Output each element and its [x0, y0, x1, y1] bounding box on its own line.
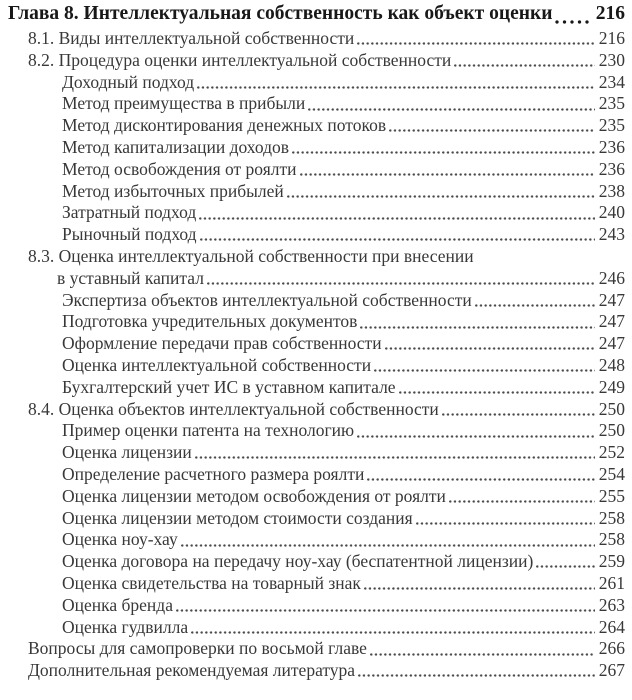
toc-entry [62, 595, 625, 617]
toc-entry-page: 247 [598, 311, 625, 332]
toc-chapter-title: Глава 8. Интеллектуальная собственность как объект оценки [8, 3, 553, 24]
toc-entry-page: 255 [598, 485, 625, 506]
dot-leader [199, 217, 594, 220]
toc-entry-page: 261 [598, 572, 625, 593]
toc-entry-label: Определение расчетного размера роялти [62, 463, 365, 484]
dot-leader [399, 391, 595, 394]
toc-entry-label: Пример оценки патента на технологию [62, 420, 355, 441]
dot-leader [555, 20, 591, 24]
toc-entry [62, 72, 625, 94]
dot-leader [176, 609, 595, 612]
toc-entry-page: 230 [598, 49, 625, 70]
toc-entry [62, 377, 625, 399]
toc-entry-page: 250 [598, 420, 625, 441]
toc-entry-page: 247 [598, 289, 625, 310]
toc-entry-label: Оценка лицензии методом освобождения от роялти [62, 485, 446, 506]
dot-leader [442, 413, 595, 416]
toc-entry-label: в уставный капитал [57, 267, 204, 288]
toc-entry-label: Оценка бренда [62, 594, 173, 615]
toc-entry [62, 333, 625, 355]
toc-entry-label: Доходный подход [62, 71, 195, 92]
toc-entry [57, 268, 625, 290]
toc-entries [8, 28, 625, 682]
toc-entry-label: Метод избыточных прибылей [62, 180, 284, 201]
dot-leader [367, 478, 594, 481]
dot-leader [181, 544, 595, 547]
toc-entry-label: Оценка лицензии [62, 442, 192, 463]
toc-entry [28, 399, 625, 421]
toc-entry-label: Метод капитализации доходов [62, 136, 290, 157]
toc-entry-label: Оценка лицензии методом стоимости создания [62, 507, 413, 528]
dot-leader [449, 500, 595, 503]
toc-entry-label: Подготовка учредительных документов [62, 311, 358, 332]
toc-entry-label: Оценка ноу-хау [62, 529, 178, 550]
dot-leader [200, 238, 595, 241]
toc-entry-label: Оценка интеллектуальной собственности [62, 354, 372, 375]
toc-entry-label: Дополнительная рекомендуемая литература [28, 660, 356, 681]
toc-entry-page: 235 [598, 93, 625, 114]
toc-entry [62, 551, 625, 573]
toc-entry [62, 420, 625, 442]
toc-entry [62, 224, 625, 246]
dot-leader [477, 260, 621, 263]
toc-entry-label: Затратный подход [62, 202, 197, 223]
toc-entry [62, 355, 625, 377]
toc-entry-page: 263 [598, 594, 625, 615]
toc-entry-page: 249 [598, 376, 625, 397]
dot-leader [454, 64, 595, 67]
toc-entry [28, 660, 625, 682]
toc-entry-label: Метод освобождения от роялти [62, 158, 297, 179]
toc-entry [28, 246, 625, 268]
toc-entry-page: 240 [598, 202, 625, 223]
dot-leader [370, 653, 595, 656]
toc-entry-page: 243 [598, 224, 625, 245]
toc-entry-label: Рыночный подход [62, 224, 197, 245]
dot-leader [300, 173, 595, 176]
toc-entry-page: 216 [598, 28, 625, 48]
dot-leader [357, 42, 595, 45]
toc-entry [62, 508, 625, 530]
dot-leader [292, 151, 595, 154]
toc-entry [62, 202, 625, 224]
dot-leader [385, 347, 595, 350]
toc-entry [62, 115, 625, 137]
toc-entry-page: 238 [598, 180, 625, 201]
toc-entry-page: 236 [598, 136, 625, 157]
toc-entry-label: Бухгалтерский учет ИС в уставном капитале [62, 376, 396, 397]
dot-leader [389, 129, 595, 132]
toc-entry-page: 254 [598, 463, 625, 484]
toc-entry-label: 8.3. Оценка интеллектуальной собственности при внесении [28, 245, 474, 266]
toc-chapter-row [8, 3, 625, 28]
toc-entry-label: Оценка договора на передачу ноу-хау (беспатентной лицензии) [62, 551, 534, 572]
toc-entry-page: 248 [598, 354, 625, 375]
toc-entry-page: 258 [598, 507, 625, 528]
toc-entry [62, 617, 625, 639]
toc-entry-label: Метод дисконтирования денежных потоков [62, 115, 387, 136]
toc-entry [28, 638, 625, 660]
toc-entry-page: 266 [598, 638, 625, 659]
toc-entry-label: Метод преимущества в прибыли [62, 93, 306, 114]
toc-entry-page: 252 [598, 442, 625, 463]
dot-leader [287, 195, 595, 198]
toc-entry [28, 28, 625, 50]
toc-entry [62, 486, 625, 508]
toc-entry [62, 137, 625, 159]
toc-entry [62, 93, 625, 115]
toc-chapter-page: 216 [595, 3, 625, 24]
toc-entry-label: Оценка свидетельства на товарный знак [62, 572, 361, 593]
toc-entry-page: 267 [598, 660, 625, 681]
toc-entry-label: 8.1. Виды интеллектуальной собственности [28, 28, 355, 48]
toc-entry-label: Экспертиза объектов интеллектуальной собственности [62, 289, 472, 310]
dot-leader [364, 587, 595, 590]
dot-leader [195, 456, 595, 459]
toc-entry-page: 246 [598, 267, 625, 288]
dot-leader [358, 674, 595, 677]
dot-leader [357, 435, 595, 438]
dot-leader [374, 369, 595, 372]
toc-entry [62, 181, 625, 203]
toc-entry-page: 235 [598, 115, 625, 136]
dot-leader [207, 282, 595, 285]
toc-entry [62, 442, 625, 464]
toc-entry [28, 50, 625, 72]
toc-entry-label: Оценка гудвилла [62, 616, 189, 637]
toc-entry-label: 8.4. Оценка объектов интеллектуальной собственности [28, 398, 439, 419]
toc-entry-page: 236 [598, 158, 625, 179]
toc-entry [62, 159, 625, 181]
dot-leader [197, 86, 595, 89]
dot-leader [191, 631, 595, 634]
toc-entry-page: 264 [598, 616, 625, 637]
toc-entry [62, 464, 625, 486]
toc-entry [62, 573, 625, 595]
toc-entry-label: Оформление передачи прав собственности [62, 333, 382, 354]
toc-entry [62, 529, 625, 551]
toc-entry-label: 8.2. Процедура оценки интеллектуальной собственности [28, 49, 452, 70]
toc-entry [62, 290, 625, 312]
toc-entry-page: 258 [598, 529, 625, 550]
dot-leader [536, 565, 594, 568]
dot-leader [308, 108, 594, 111]
dot-leader [475, 304, 595, 307]
toc-entry-label: Вопросы для самопроверки по восьмой главе [28, 638, 367, 659]
toc-entry [62, 311, 625, 333]
toc-entry-page: 259 [598, 551, 625, 572]
toc-entry-page: 247 [598, 333, 625, 354]
dot-leader [360, 326, 594, 329]
toc-entry-page: 250 [598, 398, 625, 419]
toc-entry-page: 234 [598, 71, 625, 92]
dot-leader [416, 522, 595, 525]
